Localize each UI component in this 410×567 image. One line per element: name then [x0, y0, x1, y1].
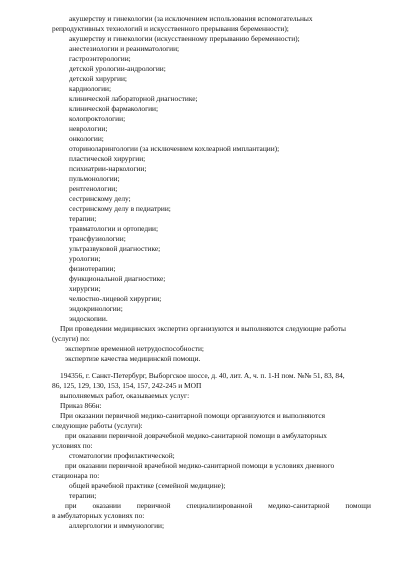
text-line-row: [0, 274, 410, 284]
text-line-row: [0, 391, 410, 401]
text-line: неврологии;: [69, 124, 108, 133]
text-line: При проведении медицинских экспертиз организуются и выполняются следующие работы: [60, 324, 346, 333]
text-line: кардиологии;: [69, 84, 112, 93]
text-line-justified: [0, 431, 410, 441]
text-line-row: [0, 94, 410, 104]
text-line: челюстно-лицевой хирургии;: [69, 294, 162, 303]
text-line: колопроктологии;: [69, 114, 126, 123]
order-title: Приказ 866н:: [60, 401, 102, 410]
text-line: общей врачебной практике (семейной медицине);: [69, 481, 226, 490]
text-line: детской урологии-андрологии;: [69, 64, 166, 73]
text-line: следующие работы (услуги):: [52, 421, 143, 430]
text-line: функциональной диагностике;: [69, 274, 166, 283]
text-line: трансфузиологии;: [69, 234, 126, 243]
text-line: эндоскопии.: [69, 314, 108, 323]
text-line-row: [0, 44, 410, 54]
text-line: сестринскому делу;: [69, 194, 131, 203]
text-line: акушерству и гинекологии (за исключением использования вспомогательных: [69, 14, 313, 23]
text-line-justified: [0, 14, 410, 24]
text-line: рентгенологии;: [69, 184, 118, 193]
text-line-row: [0, 521, 410, 531]
text-line-row: [0, 34, 410, 44]
text-line: сестринскому делу в педиатрии;: [69, 204, 171, 213]
text-line-row: [0, 234, 410, 244]
text-line-row: [0, 204, 410, 214]
text-line-row: [0, 174, 410, 184]
text-line-row: [0, 244, 410, 254]
text-line-row: [0, 154, 410, 164]
text-line: аллергологии и иммунологии;: [69, 521, 165, 530]
text-line-justified: [0, 411, 410, 421]
text-line: стационара по:: [52, 471, 100, 480]
text-line: клинической фармакологии;: [69, 104, 159, 113]
text-line-row: [0, 451, 410, 461]
text-line-row: [0, 64, 410, 74]
text-line: условиях по:: [52, 441, 93, 450]
text-line-row: [0, 54, 410, 64]
text-line-row: [0, 334, 410, 344]
text-line-row: [0, 294, 410, 304]
text-line-justified: [0, 371, 410, 381]
text-line: терапии;: [69, 491, 97, 500]
text-line: (услуги) по:: [52, 334, 90, 343]
text-line: при оказании первичной врачебной медико-санитарной помощи в условиях дневного: [65, 461, 335, 470]
text-line-row: [0, 471, 410, 481]
text-line: гастроэнтерологии;: [69, 54, 131, 63]
address-line: 194356, г. Санкт-Петербург, Выборгское шоссе, д. 40, лит. А, ч. п. 1-Н пом. №№ 51, 83, 84,: [60, 371, 345, 380]
text-line-row: [0, 144, 410, 154]
text-line-row: [0, 264, 410, 274]
text-line-row: [0, 344, 410, 354]
text-line-row: [0, 194, 410, 204]
text-line-row: [0, 381, 410, 391]
text-line-row: [0, 124, 410, 134]
text-line: при оказании первичной специализированной медико-санитарной помощи: [65, 501, 371, 510]
text-line: репродуктивных технологий и искусственного прерывания беременности);: [52, 24, 289, 33]
text-line: оториноларингологии (за исключением кохлеарной имплантации);: [69, 144, 280, 153]
text-line-justified: [0, 501, 410, 511]
text-line-row: [0, 104, 410, 114]
address-line: 86, 125, 129, 130, 153, 154, 157, 242-245 и МОП: [52, 381, 202, 390]
text-line-row: [0, 184, 410, 194]
text-line: экспертизе качества медицинской помощи.: [65, 354, 201, 363]
text-line-row: [0, 214, 410, 224]
text-line: акушерству и гинекологии (искусственному прерыванию беременности);: [69, 34, 300, 43]
text-line: пульмонологии;: [69, 174, 120, 183]
text-line: в амбулаторных условиях по:: [52, 511, 145, 520]
text-line: терапии;: [69, 214, 97, 223]
text-line-row: [0, 254, 410, 264]
text-line: онкологии;: [69, 134, 104, 143]
text-line: ультразвуковой диагностике;: [69, 244, 161, 253]
text-line-row: [0, 284, 410, 294]
text-line: эндокринологии;: [69, 304, 123, 313]
text-line-row: [0, 421, 410, 431]
text-line-row: [0, 304, 410, 314]
text-line-justified: [0, 461, 410, 471]
text-line-justified: [0, 324, 410, 334]
text-line: выполняемых работ, оказываемых услуг:: [60, 391, 190, 400]
text-line: физиотерапии;: [69, 264, 116, 273]
text-line: анестезиологии и реаниматологии;: [69, 44, 180, 53]
text-line-row: [0, 511, 410, 521]
text-line: психиатрии-наркологии;: [69, 164, 147, 173]
text-line: при оказании первичной доврачебной медико-санитарной помощи в амбулаторных: [65, 431, 327, 440]
text-line: экспертизе временной нетрудоспособности;: [65, 344, 204, 353]
text-line: стоматологии профилактической;: [69, 451, 175, 460]
text-line-row: [0, 491, 410, 501]
text-line-row: [0, 441, 410, 451]
text-line-row: [0, 224, 410, 234]
text-line-row: [0, 84, 410, 94]
text-line: урологии;: [69, 254, 101, 263]
text-line-row: [0, 164, 410, 174]
text-line-row: [0, 74, 410, 84]
text-line: клинической лабораторной диагностике;: [69, 94, 198, 103]
text-line-row: [0, 134, 410, 144]
text-line: детской хирургии;: [69, 74, 127, 83]
text-line-row: [0, 114, 410, 124]
text-line-row: [0, 401, 410, 411]
text-line-row: [0, 24, 410, 34]
text-line-row: [0, 481, 410, 491]
text-line: пластической хирургии;: [69, 154, 146, 163]
text-line: При оказании первичной медико-санитарной помощи организуются и выполняются: [60, 411, 326, 420]
text-line-row: [0, 354, 410, 364]
text-line: травматологии и ортопедии;: [69, 224, 159, 233]
text-line-row: [0, 314, 410, 324]
text-line: хирургии;: [69, 284, 101, 293]
